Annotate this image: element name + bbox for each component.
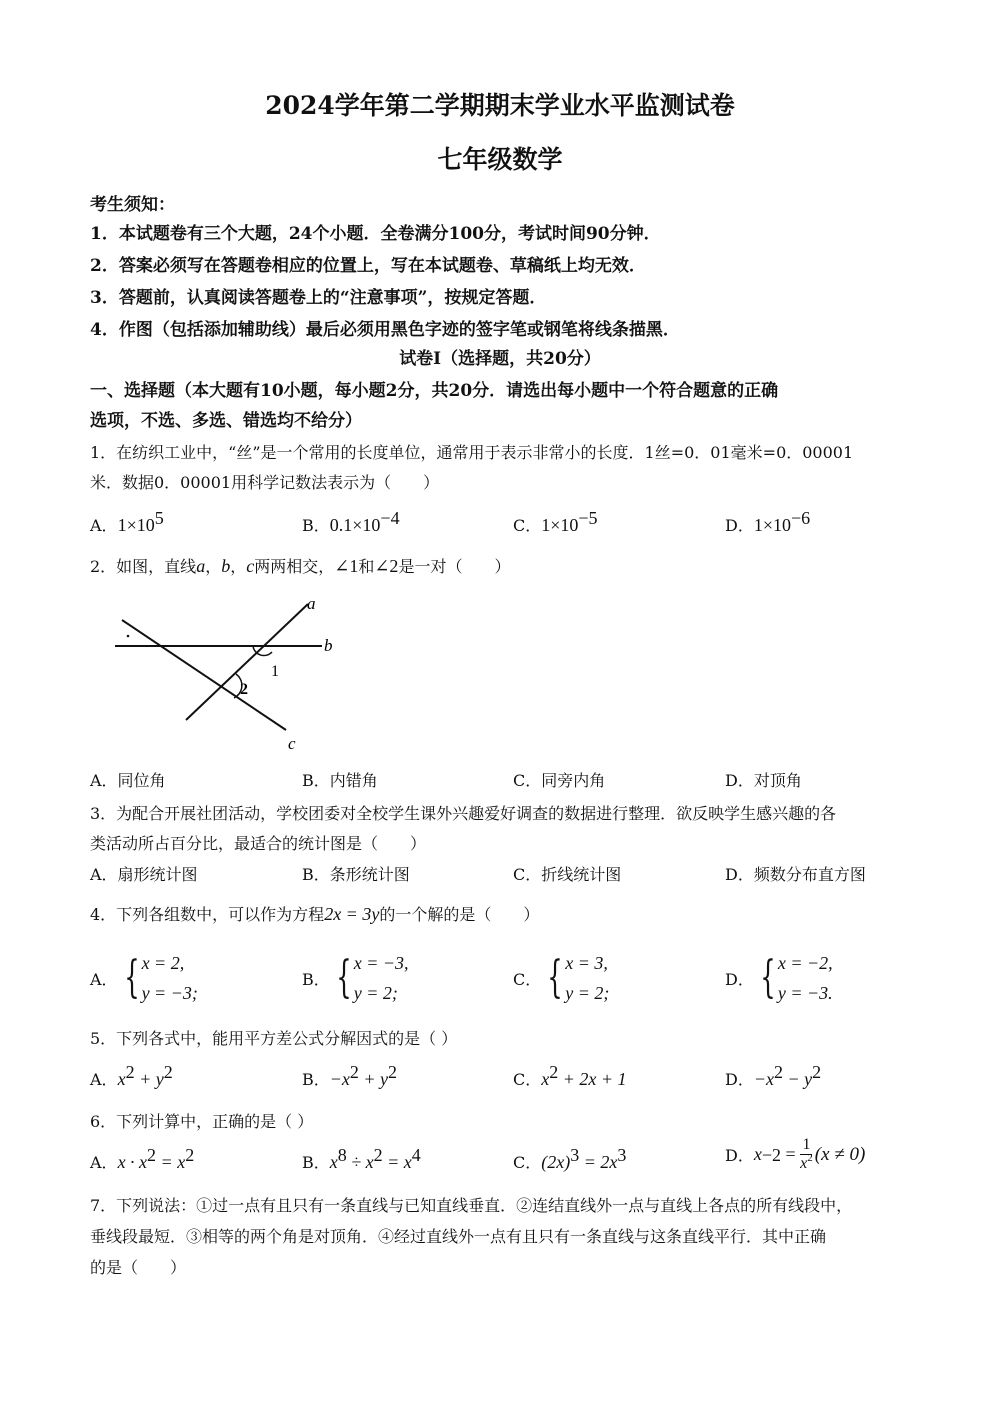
expr-exponent: 2 [147, 1145, 157, 1165]
section1-heading-line1: 一、选择题（本大题有10小题，每小题2分，共20分．请选出每小题中一个符合题意的正确 [90, 381, 779, 401]
q4-option-c[interactable] [513, 948, 609, 1008]
expr-exponent: 2 [773, 1062, 783, 1082]
q3-text-line2: 类活动所占百分比，最适合的统计图是（ ） [90, 834, 427, 853]
system-row-1: x = 2, [141, 953, 185, 973]
q1-text-line2: 米．数据0．00001用科学记数法表示为（ ） [90, 473, 440, 492]
q2-text-and: 和 [358, 557, 375, 576]
denominator-exponent: 2 [807, 1152, 813, 1164]
expr-part: = x [382, 1152, 412, 1172]
fraction-denominator [800, 1152, 813, 1173]
q2-figure [100, 590, 360, 760]
expr-exponent: 2 [185, 1145, 195, 1165]
denominator-base: x [800, 1155, 808, 1172]
q2-var-c: c [246, 556, 255, 576]
paper1-heading: 试卷Ⅰ（选择题，共20分） [399, 349, 601, 369]
notice-item-2: 2．答案必须写在答题卷相应的位置上，写在本试题卷、草稿纸上均无效． [90, 256, 646, 276]
notice-item-1: 1．本试题卷有三个大题，24个小题．全卷满分100分，考试时间90分钟． [90, 224, 661, 244]
option-exponent: −4 [380, 508, 400, 528]
brace-icon: { [336, 952, 352, 1003]
label-c: c [288, 734, 296, 753]
q6-text: 6．下列计算中，正确的是（ ） [90, 1112, 314, 1131]
q1-text-line1: 1．在纺织工业中，“丝”是一个常用的长度单位，通常用于表示非常小的长度．1丝=0．01毫米=0．00001 [90, 443, 854, 462]
q2-angle-1: ∠1 [334, 556, 359, 576]
option-letter: B． [302, 1153, 330, 1172]
notice-heading: 考生须知： [90, 195, 175, 215]
q4-option-a[interactable] [90, 948, 198, 1008]
option-letter: C． [513, 1153, 542, 1172]
expr-exponent: 2 [812, 1062, 822, 1082]
q5-option-a[interactable] [90, 1062, 173, 1090]
expr-exponent: 8 [337, 1145, 347, 1165]
q1-option-d[interactable] [725, 508, 811, 536]
q1-option-a[interactable] [90, 508, 164, 536]
q6-option-b[interactable] [302, 1145, 421, 1173]
label-2: 2 [240, 681, 248, 698]
option-exponent: 5 [154, 508, 164, 528]
option-exponent: −5 [578, 508, 598, 528]
q4-equation: 2x = 3y [324, 904, 380, 924]
expr-exponent: 2 [125, 1062, 135, 1082]
label-a: a [307, 594, 316, 613]
option-letter: B． [302, 969, 330, 989]
q2-sep: ， [205, 557, 222, 576]
q2-var-b: b [221, 556, 231, 576]
q5-option-c[interactable] [513, 1062, 627, 1090]
q2-option-b[interactable]: B．内错角 [302, 771, 378, 790]
q4-text-suffix: 的一个解的是（ ） [379, 905, 540, 924]
q7-text-line3: 的是（ ） [90, 1258, 187, 1277]
notice-item-4: 4．作图（包括添加辅助线）最后必须用黑色字迹的签字笔或钢笔将线条描黑． [90, 320, 680, 340]
expr-part: ÷ x [346, 1152, 374, 1172]
expr-part: = [781, 1144, 801, 1164]
brace-icon: { [123, 952, 140, 1003]
line-c [122, 620, 286, 730]
expr-part: + y [134, 1069, 164, 1089]
q7-text-line2: 垂线段最短．③相等的两个角是对顶角．④经过直线外一点有且只有一条直线与这条直线平行．其中正确 [90, 1227, 827, 1246]
q4-option-d[interactable] [725, 948, 833, 1008]
system-row-2: y = −3. [777, 983, 833, 1003]
option-exponent: −6 [791, 508, 811, 528]
option-letter: C． [513, 1070, 542, 1089]
option-letter: A． [90, 1070, 118, 1089]
option-letter: A． [90, 516, 118, 535]
expr-part: x [329, 1152, 338, 1172]
expr-exponent: 2 [349, 1062, 359, 1082]
system-row-2: y = 2; [565, 983, 610, 1003]
expr-part: − y [782, 1069, 813, 1089]
condition: (x ≠ 0) [814, 1143, 866, 1165]
q5-text: 5．下列各式中，能用平方差公式分解因式的是（ ） [90, 1029, 458, 1048]
expr-exponent: 3 [617, 1145, 627, 1165]
expr-part: + y [358, 1069, 389, 1089]
notice-item-3: 3．答题前，认真阅读答题卷上的“注意事项”，按规定答题． [90, 288, 547, 308]
q2-text [90, 554, 510, 577]
q2-text-prefix: 2．如图，直线 [90, 557, 197, 576]
option-letter: D． [725, 516, 754, 535]
q2-option-a[interactable]: A．同位角 [90, 771, 166, 790]
expr-part: x · x [117, 1152, 148, 1172]
q2-sep: ， [230, 557, 247, 576]
fraction [800, 1136, 813, 1173]
expr-part: x [117, 1069, 126, 1089]
option-value: 1×10 [753, 515, 791, 535]
q3-option-b[interactable]: B．条形统计图 [302, 865, 410, 884]
q4-text-prefix: 4．下列各组数中，可以作为方程 [90, 905, 325, 924]
expr-part: = 2x [579, 1152, 618, 1172]
expr-part: x [541, 1069, 550, 1089]
system-row-1: x = 3, [565, 953, 608, 973]
option-letter: B． [302, 516, 330, 535]
fraction-numerator: 1 [802, 1136, 811, 1153]
q2-option-d[interactable]: D．对顶角 [725, 771, 802, 790]
option-value: 1×10 [117, 515, 155, 535]
q2-text-suffix: 是一对（ ） [398, 557, 511, 576]
q2-text-middle: 两两相交， [254, 557, 335, 576]
system-row-2: y = 2; [353, 983, 398, 1003]
system-row-1: x = −2, [777, 953, 833, 973]
option-letter: D． [725, 969, 754, 989]
option-letter: C． [513, 969, 542, 989]
expr-exponent: 2 [388, 1062, 398, 1082]
q7-text-line1: 7．下列说法：①过一点有且只有一条直线与已知直线垂直．②连结直线外一点与直线上各点的所有线段中， [90, 1196, 853, 1215]
option-letter: A． [90, 969, 118, 989]
brace-icon: { [760, 952, 776, 1003]
q3-option-a[interactable]: A．扇形统计图 [90, 865, 198, 884]
expr-part: = x [156, 1152, 186, 1172]
option-value: 1×10 [541, 515, 579, 535]
expr-exponent: 2 [549, 1062, 559, 1082]
brace-icon: { [547, 952, 563, 1003]
label-b: b [324, 636, 333, 655]
expr-exponent: 3 [570, 1145, 580, 1165]
option-value: 0.1×10 [329, 515, 381, 535]
q1-option-c[interactable] [513, 508, 598, 536]
system-row-2: y = −3; [141, 983, 198, 1003]
q3-option-c[interactable]: C．折线统计图 [513, 865, 622, 884]
figure-dot [127, 635, 130, 638]
line-a [186, 604, 308, 720]
option-letter: B． [302, 1070, 330, 1089]
expr-part: (2x) [541, 1152, 571, 1172]
option-letter: C． [513, 516, 542, 535]
option-letter: D． [725, 1070, 754, 1089]
expr-exponent: 4 [411, 1145, 421, 1165]
q5-option-d[interactable] [725, 1062, 822, 1090]
page-subtitle: 七年级数学 [437, 145, 563, 174]
expr-exponent: 2 [163, 1062, 173, 1082]
option-letter: A． [90, 1153, 118, 1172]
q2-angle-2: ∠2 [374, 556, 399, 576]
expr-part: −x [753, 1069, 774, 1089]
q6-option-c[interactable] [513, 1145, 627, 1173]
section1-heading-line2: 选项，不选、多选、错选均不给分） [90, 411, 362, 431]
q1-option-b[interactable] [302, 508, 400, 536]
system-row-1: x = −3, [353, 953, 409, 973]
q3-text-line1: 3．为配合开展社团活动，学校团委对全校学生课外兴趣爱好调查的数据进行整理．欲反映学生感兴趣的各 [90, 804, 837, 823]
q6-option-a[interactable] [90, 1145, 195, 1173]
q2-option-c[interactable]: C．同旁内角 [513, 771, 606, 790]
expr-part: + 2x + 1 [558, 1069, 627, 1089]
q5-option-b[interactable] [302, 1062, 398, 1090]
expr-part: x [753, 1144, 762, 1164]
page-title: 2024学年第二学期期末学业水平监测试卷 [265, 91, 735, 120]
q2-var-a: a [196, 556, 206, 576]
q4-option-b[interactable] [302, 948, 409, 1008]
q4-text [90, 902, 539, 925]
expr-exponent: 2 [373, 1145, 383, 1165]
option-letter: D． [725, 1146, 754, 1165]
q3-option-d[interactable]: D．频数分布直方图 [725, 865, 866, 884]
label-1: 1 [271, 663, 279, 680]
expr-part: −x [329, 1069, 350, 1089]
q6-option-d[interactable]: D． x −2 = $\frac{1}{x^2}$ (x ≠ 0) [725, 1136, 866, 1172]
